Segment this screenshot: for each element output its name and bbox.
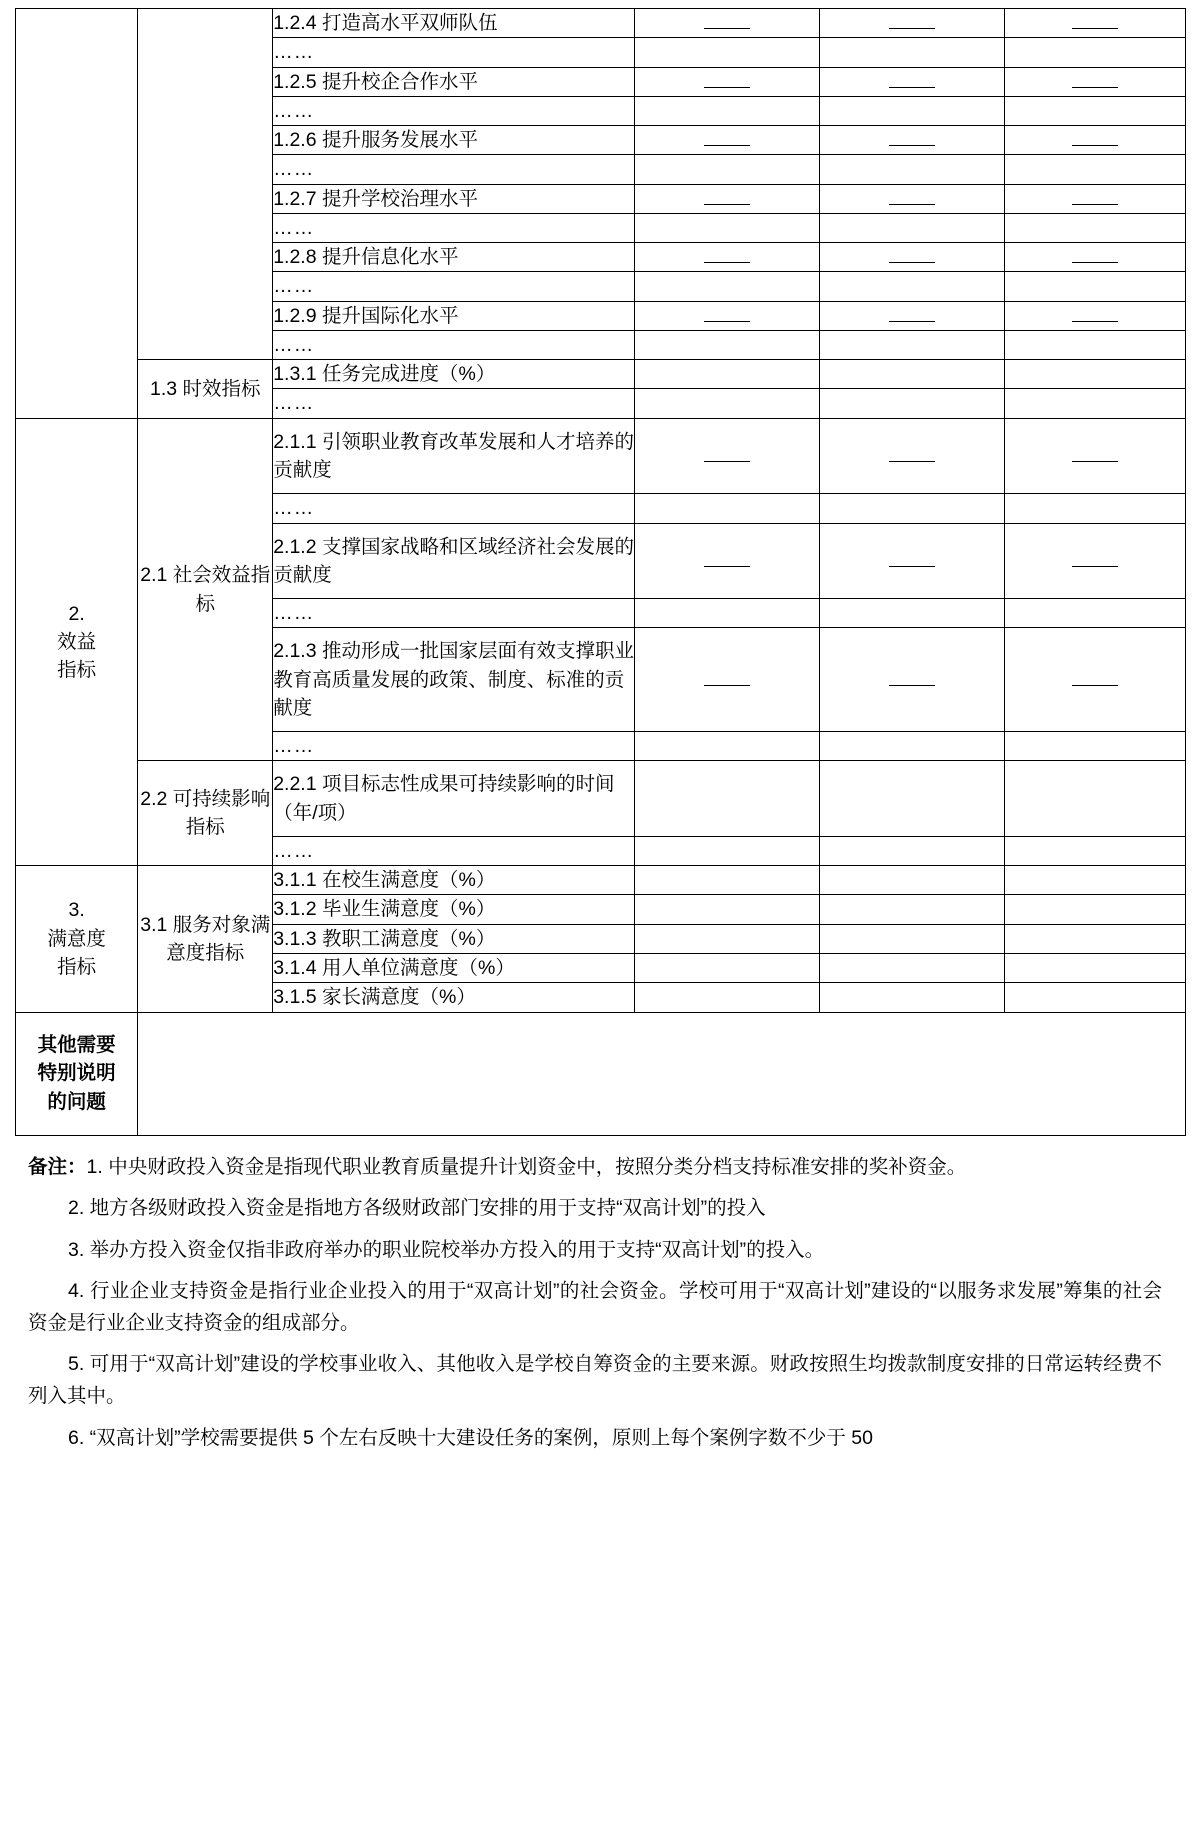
- data-cell-target[interactable]: [635, 155, 820, 184]
- data-cell-deviation[interactable]: [1004, 184, 1185, 213]
- data-cell-deviation[interactable]: [1004, 67, 1185, 96]
- data-cell-deviation[interactable]: [1004, 38, 1185, 67]
- indicator-ellipsis: ……: [273, 213, 635, 242]
- data-cell-target[interactable]: [635, 360, 820, 389]
- indicator-ellipsis: ……: [273, 330, 635, 359]
- note-text: 1. 中央财政投入资金是指现代职业教育质量提升计划资金中，按照分类分档支持标准安排的奖补资金。: [86, 1155, 967, 1178]
- indicator-ellipsis: ……: [273, 599, 635, 628]
- other-issues-input[interactable]: [138, 1012, 1186, 1135]
- blank-line: [889, 70, 935, 88]
- blank-line: [889, 11, 935, 29]
- data-cell-deviation[interactable]: [1004, 330, 1185, 359]
- data-cell-actual[interactable]: [820, 389, 1005, 418]
- data-cell-target[interactable]: [635, 924, 820, 953]
- data-cell-actual[interactable]: [820, 213, 1005, 242]
- indicator-name: 1.2.4 打造高水平双师队伍: [273, 9, 635, 38]
- level1-cell-satisfaction: 3. 满意度 指标: [16, 866, 138, 1012]
- blank-line: [889, 668, 935, 686]
- blank-line: [704, 668, 750, 686]
- blank-line: [1072, 70, 1118, 88]
- table-row: [16, 866, 1186, 895]
- level2-cell-31: 3.1 服务对象满意度指标: [138, 866, 273, 1012]
- data-cell-target[interactable]: [635, 9, 820, 38]
- indicator-name: 2.1.2 支撑国家战略和区域经济社会发展的贡献度: [273, 523, 635, 599]
- indicator-name: 2.1.1 引领职业教育改革发展和人才培养的贡献度: [273, 418, 635, 494]
- data-cell-target[interactable]: [635, 732, 820, 761]
- data-cell-actual[interactable]: [820, 895, 1005, 924]
- blank-line: [1072, 549, 1118, 567]
- footer-notes: [14, 1152, 1186, 1455]
- data-cell-deviation[interactable]: [1004, 599, 1185, 628]
- data-cell-target[interactable]: [635, 836, 820, 865]
- data-cell-actual[interactable]: [820, 866, 1005, 895]
- data-cell-actual[interactable]: [820, 628, 1005, 732]
- data-cell-deviation[interactable]: [1004, 836, 1185, 865]
- table-body: [16, 9, 1186, 1136]
- blank-line: [889, 187, 935, 205]
- data-cell-target[interactable]: [635, 184, 820, 213]
- blank-line: [1072, 246, 1118, 264]
- data-cell-actual[interactable]: [820, 523, 1005, 599]
- indicator-name: 2.2.1 项目标志性成果可持续影响的时间（年/项）: [273, 761, 635, 837]
- table-row: [16, 418, 1186, 494]
- indicator-name: 2.1.3 推动形成一批国家层面有效支撑职业教育高质量发展的政策、制度、标准的贡献度: [273, 628, 635, 732]
- blank-line: [1072, 187, 1118, 205]
- data-cell-deviation[interactable]: [1004, 96, 1185, 125]
- data-cell-target[interactable]: [635, 243, 820, 272]
- note-item-5: 5. 可用于“双高计划”建设的学校事业收入、其他收入是学校自筹资金的主要来源。财政按照生均拨款制度安排的日常运转经费不列入其中。: [28, 1353, 1162, 1407]
- data-cell-target[interactable]: [635, 866, 820, 895]
- performance-indicator-table: [15, 8, 1186, 1136]
- indicator-name: 1.2.9 提升国际化水平: [273, 301, 635, 330]
- data-cell-actual[interactable]: [820, 599, 1005, 628]
- data-cell-actual[interactable]: [820, 494, 1005, 523]
- indicator-ellipsis: ……: [273, 494, 635, 523]
- data-cell-deviation[interactable]: [1004, 953, 1185, 982]
- note-item-3: 3. 举办方投入资金仅指非政府举办的职业院校举办方投入的用于支持“双高计划”的投入。: [67, 1238, 825, 1261]
- note-item-4: 4. 行业企业支持资金是指行业企业投入的用于“双高计划”的社会资金。学校可用于“双高计划”建设的“以服务求发展”筹集的社会资金是行业企业支持资金的组成部分。: [28, 1280, 1162, 1334]
- data-cell-target[interactable]: [635, 301, 820, 330]
- level1-cell-benefit: 2. 效益 指标: [16, 418, 138, 865]
- blank-line: [704, 11, 750, 29]
- level2-cell-22: 2.2 可持续影响指标: [138, 761, 273, 866]
- data-cell-target[interactable]: [635, 67, 820, 96]
- note-item-1: [28, 1152, 1162, 1184]
- table-row: [16, 761, 1186, 837]
- data-cell-actual[interactable]: [820, 184, 1005, 213]
- data-cell-deviation[interactable]: [1004, 895, 1185, 924]
- indicator-name: 1.2.8 提升信息化水平: [273, 243, 635, 272]
- indicator-name: 1.2.6 提升服务发展水平: [273, 126, 635, 155]
- data-cell-target[interactable]: [635, 38, 820, 67]
- blank-line: [889, 549, 935, 567]
- data-cell-actual[interactable]: [820, 761, 1005, 837]
- note-item-6: 6. “双高计划”学校需要提供 5 个左右反映十大建设任务的案例，原则上每个案例字数不少于 50: [67, 1426, 873, 1449]
- data-cell-deviation[interactable]: [1004, 494, 1185, 523]
- indicator-ellipsis: ……: [273, 38, 635, 67]
- blank-line: [704, 129, 750, 147]
- data-cell-deviation[interactable]: [1004, 418, 1185, 494]
- data-cell-deviation[interactable]: [1004, 301, 1185, 330]
- data-cell-target[interactable]: [635, 330, 820, 359]
- data-cell-target[interactable]: [635, 523, 820, 599]
- blank-line: [1072, 444, 1118, 462]
- indicator-name: 3.1.1 在校生满意度（%）: [273, 866, 635, 895]
- data-cell-deviation[interactable]: [1004, 155, 1185, 184]
- data-cell-deviation[interactable]: [1004, 389, 1185, 418]
- data-cell-deviation[interactable]: [1004, 732, 1185, 761]
- data-cell-deviation[interactable]: [1004, 628, 1185, 732]
- data-cell-actual[interactable]: [820, 360, 1005, 389]
- data-cell-actual[interactable]: [820, 38, 1005, 67]
- data-cell-actual[interactable]: [820, 983, 1005, 1012]
- data-cell-target[interactable]: [635, 389, 820, 418]
- blank-line: [1072, 668, 1118, 686]
- data-cell-deviation[interactable]: [1004, 983, 1185, 1012]
- indicator-ellipsis: ……: [273, 389, 635, 418]
- data-cell-target[interactable]: [635, 418, 820, 494]
- data-cell-target[interactable]: [635, 494, 820, 523]
- data-cell-actual[interactable]: [820, 732, 1005, 761]
- indicator-ellipsis: ……: [273, 96, 635, 125]
- indicator-name: 3.1.2 毕业生满意度（%）: [273, 895, 635, 924]
- data-cell-deviation[interactable]: [1004, 523, 1185, 599]
- data-cell-deviation[interactable]: [1004, 272, 1185, 301]
- data-cell-deviation[interactable]: [1004, 866, 1185, 895]
- table-row-other-issues: [16, 1012, 1186, 1135]
- table-row: [16, 360, 1186, 389]
- blank-line: [704, 246, 750, 264]
- data-cell-deviation[interactable]: [1004, 243, 1185, 272]
- data-cell-actual[interactable]: [820, 272, 1005, 301]
- data-cell-target[interactable]: [635, 126, 820, 155]
- indicator-ellipsis: ……: [273, 732, 635, 761]
- data-cell-deviation[interactable]: [1004, 924, 1185, 953]
- data-cell-actual[interactable]: [820, 96, 1005, 125]
- data-cell-actual[interactable]: [820, 924, 1005, 953]
- other-issues-label: 其他需要 特别说明 的问题: [16, 1012, 138, 1135]
- level2-cell-12: [138, 9, 273, 360]
- blank-line: [704, 70, 750, 88]
- data-cell-actual[interactable]: [820, 836, 1005, 865]
- level1-cell-continued: [16, 9, 138, 419]
- data-cell-target[interactable]: [635, 272, 820, 301]
- indicator-name: 3.1.3 教职工满意度（%）: [273, 924, 635, 953]
- data-cell-target[interactable]: [635, 953, 820, 982]
- data-cell-target[interactable]: [635, 895, 820, 924]
- data-cell-actual[interactable]: [820, 330, 1005, 359]
- data-cell-actual[interactable]: [820, 301, 1005, 330]
- data-cell-actual[interactable]: [820, 418, 1005, 494]
- data-cell-deviation[interactable]: [1004, 9, 1185, 38]
- indicator-name: 1.2.5 提升校企合作水平: [273, 67, 635, 96]
- indicator-name: 1.3.1 任务完成进度（%）: [273, 360, 635, 389]
- blank-line: [704, 549, 750, 567]
- blank-line: [1072, 11, 1118, 29]
- notes-title: 备注：: [28, 1155, 87, 1178]
- level2-cell-13: 1.3 时效指标: [138, 360, 273, 419]
- blank-line: [704, 187, 750, 205]
- data-cell-deviation[interactable]: [1004, 360, 1185, 389]
- indicator-ellipsis: ……: [273, 272, 635, 301]
- blank-line: [889, 129, 935, 147]
- data-cell-target[interactable]: [635, 599, 820, 628]
- data-cell-target[interactable]: [635, 213, 820, 242]
- level2-cell-21: 2.1 社会效益指标: [138, 418, 273, 761]
- blank-line: [1072, 129, 1118, 147]
- blank-line: [1072, 304, 1118, 322]
- data-cell-deviation[interactable]: [1004, 126, 1185, 155]
- data-cell-actual[interactable]: [820, 126, 1005, 155]
- blank-line: [889, 444, 935, 462]
- data-cell-target[interactable]: [635, 761, 820, 837]
- data-cell-target[interactable]: [635, 96, 820, 125]
- indicator-ellipsis: ……: [273, 836, 635, 865]
- data-cell-deviation[interactable]: [1004, 761, 1185, 837]
- data-cell-actual[interactable]: [820, 67, 1005, 96]
- indicator-name: 1.2.7 提升学校治理水平: [273, 184, 635, 213]
- indicator-name: 3.1.5 家长满意度（%）: [273, 983, 635, 1012]
- data-cell-actual[interactable]: [820, 155, 1005, 184]
- note-item-2: 2. 地方各级财政投入资金是指地方各级财政部门安排的用于支持“双高计划”的投入: [67, 1197, 766, 1220]
- indicator-ellipsis: ……: [273, 155, 635, 184]
- table-row: [16, 9, 1186, 38]
- data-cell-actual[interactable]: [820, 9, 1005, 38]
- data-cell-actual[interactable]: [820, 953, 1005, 982]
- blank-line: [704, 304, 750, 322]
- blank-line: [889, 246, 935, 264]
- blank-line: [889, 304, 935, 322]
- data-cell-actual[interactable]: [820, 243, 1005, 272]
- data-cell-target[interactable]: [635, 983, 820, 1012]
- data-cell-deviation[interactable]: [1004, 213, 1185, 242]
- data-cell-target[interactable]: [635, 628, 820, 732]
- blank-line: [704, 444, 750, 462]
- indicator-name: 3.1.4 用人单位满意度（%）: [273, 953, 635, 982]
